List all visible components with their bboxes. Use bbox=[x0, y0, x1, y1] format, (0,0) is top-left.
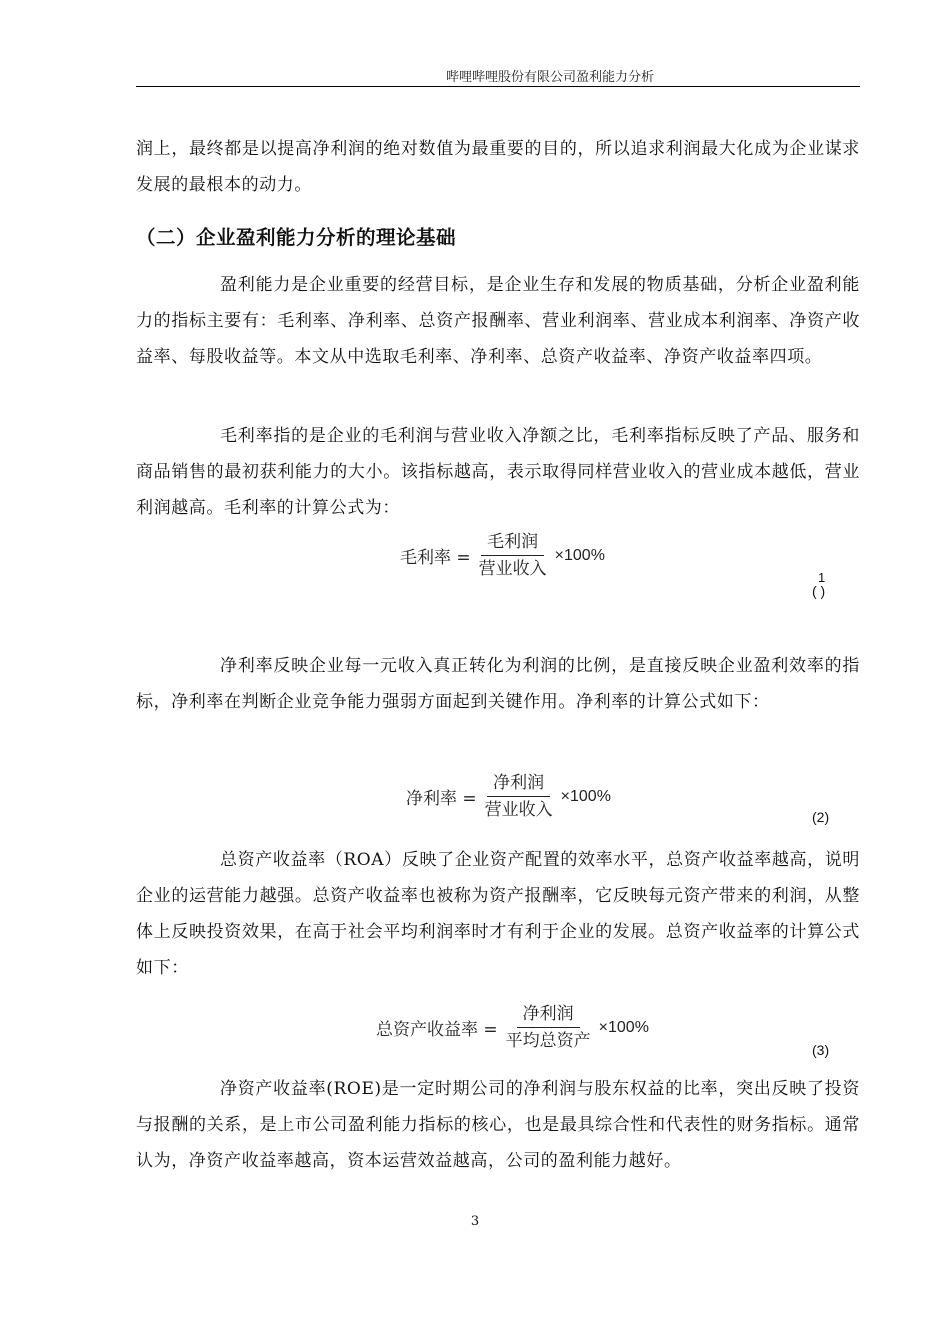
paragraph-gross-margin: 毛利率指的是企业的毛利润与营业收入净额之比，毛利率指标反映了产品、服务和商品销售的最初获利能力的大小。该指标越高，表示取得同样营业收入的营业成本越低，营业利润越高。毛利率的计算公式为： bbox=[136, 426, 860, 518]
formula-factor: ×100% bbox=[560, 787, 611, 805]
formula-numerator: 净利润 bbox=[517, 1003, 580, 1028]
equation-number-top: 1 bbox=[818, 570, 826, 585]
formula-fraction bbox=[500, 1003, 597, 1052]
equation-number: (3) bbox=[812, 1042, 830, 1058]
paragraph-continuation: 润上，最终都是以提高净利润的绝对数值为最重要的目的，所以追求利润最大化成为企业谋求发展的最根本的动力。 bbox=[136, 139, 860, 195]
formula-numerator: 净利润 bbox=[487, 772, 550, 797]
paragraph-profitability-indicators: 盈利能力是企业重要的经营目标，是企业生存和发展的物质基础，分析企业盈利能力的指标主要有：毛利率、净利率、总资产报酬率、营业利润率、营业成本利润率、净资产收益率、每股收益等。本文从中选取毛利率、净利率、总资产收益率、净资产收益率四项。 bbox=[136, 275, 860, 367]
formula-factor: ×100% bbox=[554, 546, 605, 564]
formula-roa bbox=[376, 1003, 649, 1052]
formula-factor: ×100% bbox=[598, 1018, 649, 1036]
formula-denominator: 营业收入 bbox=[484, 800, 553, 820]
formula-gross-margin bbox=[400, 531, 605, 580]
equation-number: (2) bbox=[812, 809, 830, 825]
formula-fraction bbox=[479, 772, 559, 821]
formula-lhs: 净利率 = bbox=[406, 789, 477, 809]
formula-numerator: 毛利润 bbox=[481, 531, 544, 556]
header-title: 哔哩哔哩股份有限公司盈利能力分析 bbox=[445, 70, 654, 85]
formula-lhs: 毛利率 = bbox=[400, 548, 471, 568]
equation-number-bottom: ( ) bbox=[812, 583, 826, 599]
formula-lhs: 总资产收益率 = bbox=[376, 1020, 498, 1040]
paragraph-roe: 净资产收益率(ROE)是一定时期公司的净利润与股东权益的比率，突出反映了投资与报酬的关系，是上市公司盈利能力指标的核心，也是最具综合性和代表性的财务指标。通常认为，净资产收益率越高，资本运营效益越高，公司的盈利能力越好。 bbox=[136, 1079, 860, 1171]
paragraph-net-margin: 净利率反映企业每一元收入真正转化为利润的比例，是直接反映企业盈利效率的指标，净利率在判断企业竞争能力强弱方面起到关键作用。净利率的计算公式如下： bbox=[136, 656, 860, 712]
paragraph-roa: 总资产收益率（ROA）反映了企业资产配置的效率水平，总资产收益率越高，说明企业的运营能力越强。总资产收益率也被称为资产报酬率，它反映每元资产带来的利润，从整体上反映投资效果，在高于社会平均利润率时才有利于企业的发展。总资产收益率的计算公式如下： bbox=[136, 850, 860, 978]
formula-fraction bbox=[473, 531, 553, 580]
section-heading: （二）企业盈利能力分析的理论基础 bbox=[136, 226, 457, 249]
formula-denominator: 平均总资产 bbox=[505, 1031, 591, 1051]
page-number: 3 bbox=[470, 1214, 480, 1229]
formula-denominator: 营业收入 bbox=[478, 559, 547, 579]
formula-net-margin bbox=[406, 772, 611, 821]
page-header bbox=[136, 66, 860, 87]
